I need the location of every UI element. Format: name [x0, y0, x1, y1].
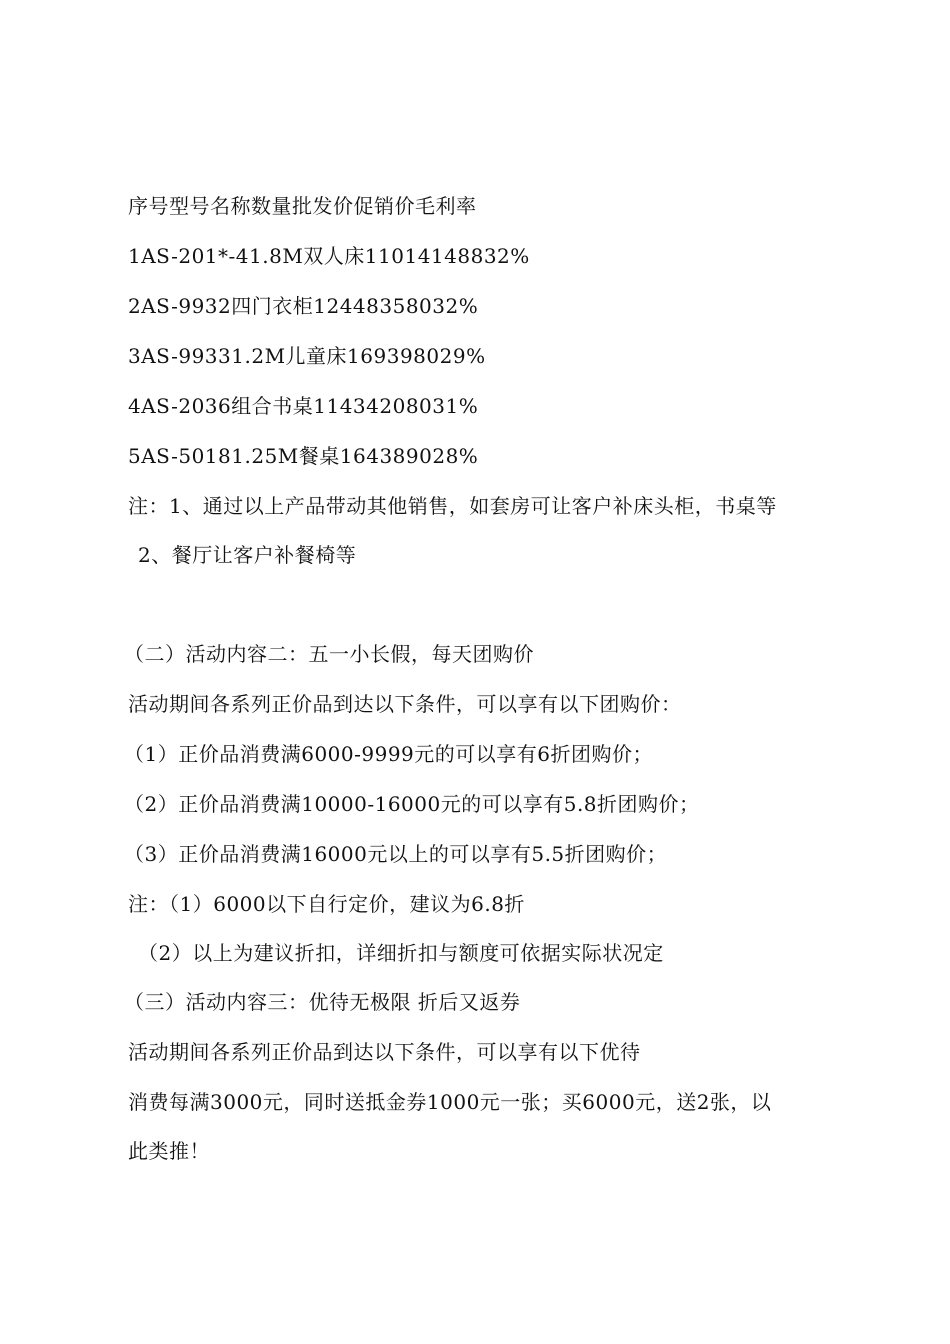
condition-3: （3）正价品消费满16000元以上的可以享有5.5折团购价；: [124, 842, 668, 866]
product-row-4: 4AS-2036组合书桌11434208031%: [128, 394, 479, 418]
section-2-intro: 活动期间各系列正价品到达以下条件，可以享有以下团购价：: [128, 692, 682, 716]
condition-1: （1）正价品消费满6000-9999元的可以享有6折团购价；: [124, 742, 654, 766]
table-header-line: 序号型号名称数量批发价促销价毛利率: [128, 194, 477, 218]
section-3-intro: 活动期间各系列正价品到达以下条件，可以享有以下优待: [128, 1040, 641, 1064]
product-row-5: 5AS-50181.25M餐桌164389028%: [128, 444, 479, 468]
note-line-1: 注：1、通过以上产品带动其他销售，如套房可让客户补床头柜，书桌等: [128, 494, 777, 518]
product-row-1: 1AS-201*-41.8M双人床11014148832%: [128, 244, 530, 268]
note-line-4: （2）以上为建议折扣，详细折扣与额度可依据实际状况定: [138, 941, 664, 965]
condition-2: （2）正价品消费满10000-16000元的可以享有5.8折团购价；: [124, 792, 700, 816]
section-3-offer: 消费每满3000元，同时送抵金券1000元一张；买6000元，送2张，以: [128, 1090, 772, 1114]
product-row-2: 2AS-9932四门衣柜12448358032%: [128, 294, 479, 318]
product-row-3: 3AS-99331.2M儿童床169398029%: [128, 344, 486, 368]
note-line-2: 2、餐厅让客户补餐椅等: [138, 543, 357, 567]
note-line-3: 注：（1）6000以下自行定价，建议为6.8折: [128, 892, 525, 916]
section-3-offer-end: 此类推！: [128, 1139, 210, 1163]
section-heading-3: （三）活动内容三：优待无极限 折后又返券: [124, 990, 521, 1014]
section-heading-2: （二）活动内容二：五一小长假，每天团购价: [124, 642, 534, 666]
